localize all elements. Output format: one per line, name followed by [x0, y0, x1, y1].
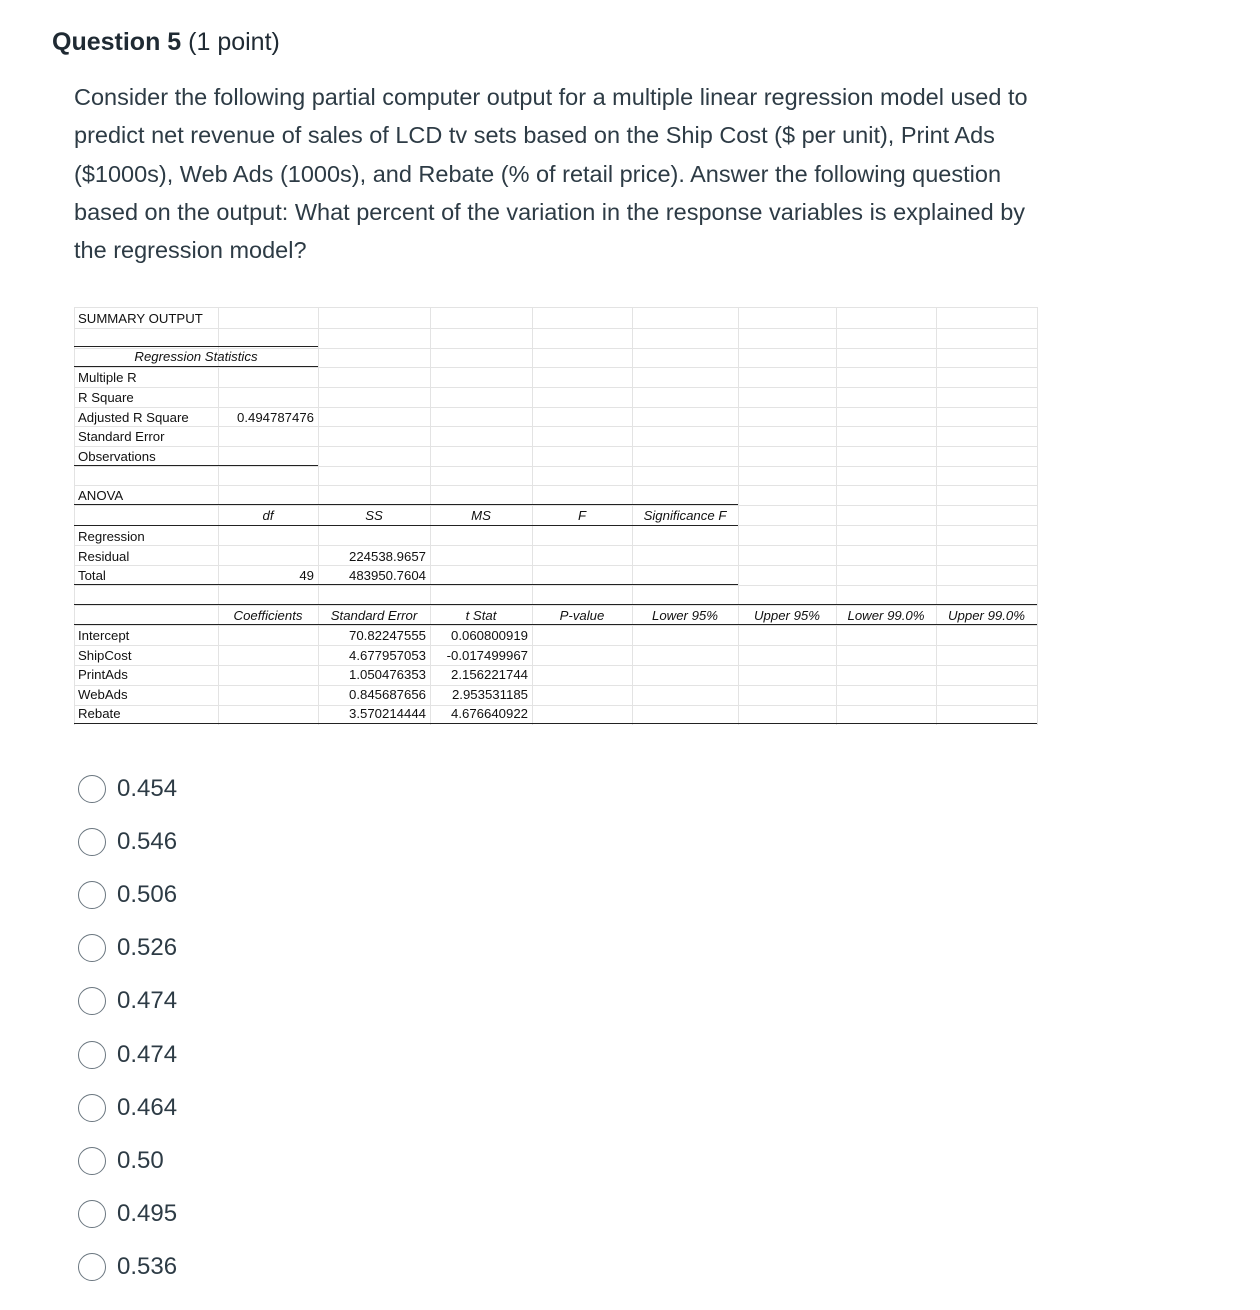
coef-row-name: WebAds — [78, 687, 128, 702]
anova-f-header: F — [577, 508, 587, 523]
answer-option[interactable] — [78, 1199, 177, 1229]
question-points: (1 point) — [188, 28, 280, 56]
coef-row-name: ShipCost — [78, 648, 132, 663]
answer-option[interactable] — [78, 986, 177, 1016]
observations-label: Observations — [78, 449, 156, 464]
upper-99-header: Upper 99.0% — [948, 608, 1025, 623]
lower-95-header: Lower 95% — [652, 608, 718, 623]
regression-statistics-header: Regression Statistics — [134, 349, 258, 364]
answer-option[interactable] — [78, 933, 177, 963]
anova-residual-label: Residual — [78, 549, 130, 564]
question-title: Question 5 — [52, 28, 182, 56]
coef-row-name: Rebate — [78, 706, 121, 721]
answer-option[interactable] — [78, 827, 177, 857]
coef-row-se: 4.677957053 — [348, 648, 426, 663]
answer-option-label: 0.474 — [117, 987, 178, 1014]
radio-button[interactable] — [78, 934, 106, 962]
multiple-r-label: Multiple R — [78, 370, 137, 385]
answer-option[interactable] — [78, 1093, 177, 1123]
radio-button[interactable] — [78, 881, 106, 909]
question-text: Consider the following partial computer output for a multiple linear regression model used to predict net revenue of sales of LCD tv sets based on the Ship Cost ($ per unit), Print Ads ($1000s), Web Ads (1000s), and Rebate (% of retail price). Answer the following question based on the output: What percent of the variation in the response variables is explained by the regression model? — [74, 84, 1028, 264]
upper-95-header: Upper 95% — [754, 608, 820, 623]
coef-row-name: Intercept — [78, 628, 130, 643]
answer-option[interactable] — [78, 1252, 177, 1282]
answer-option-label: 0.526 — [117, 934, 178, 961]
anova-total-ss: 483950.7604 — [348, 568, 426, 583]
standard-error-header: Standard Error — [330, 608, 418, 623]
anova-df-header: df — [262, 508, 274, 523]
radio-button[interactable] — [78, 828, 106, 856]
answer-option-label: 0.454 — [117, 775, 178, 802]
answer-option[interactable] — [78, 774, 177, 804]
adjusted-r-square-value: 0.494787476 — [236, 410, 314, 425]
coef-row-se: 3.570214444 — [348, 706, 426, 721]
coef-row-se: 1.050476353 — [348, 667, 426, 682]
coef-row-t: 4.676640922 — [450, 706, 528, 721]
anova-residual-ss: 224538.9657 — [348, 549, 426, 564]
answer-option[interactable] — [78, 880, 177, 910]
radio-button[interactable] — [78, 987, 106, 1015]
anova-total-df: 49 — [299, 568, 314, 583]
t-stat-header: t Stat — [465, 608, 497, 623]
regression-output-image — [74, 307, 1038, 727]
coef-row-t: 2.156221744 — [450, 667, 528, 682]
r-square-label: R Square — [78, 390, 134, 405]
answer-option-label: 0.474 — [117, 1041, 178, 1068]
anova-total-label: Total — [78, 568, 106, 583]
answer-option-label: 0.536 — [117, 1253, 178, 1280]
anova-ss-header: SS — [365, 508, 383, 523]
coef-row-se: 0.845687656 — [348, 687, 426, 702]
lower-99-header: Lower 99.0% — [847, 608, 925, 623]
standard-error-label: Standard Error — [78, 429, 165, 444]
radio-button[interactable] — [78, 1041, 106, 1069]
anova-ms-header: MS — [471, 508, 491, 523]
answer-option-label: 0.546 — [117, 828, 178, 855]
answer-option-label: 0.50 — [117, 1147, 164, 1174]
anova-title: ANOVA — [78, 488, 124, 503]
coef-row-t: -0.017499967 — [446, 648, 528, 663]
coef-row-se: 70.82247555 — [348, 628, 426, 643]
answer-option[interactable] — [78, 1040, 177, 1070]
answer-option[interactable] — [78, 1146, 164, 1176]
coefficients-header: Coefficients — [233, 608, 303, 623]
adjusted-r-square-label: Adjusted R Square — [78, 410, 189, 425]
radio-button[interactable] — [78, 1253, 106, 1281]
radio-button[interactable] — [78, 1094, 106, 1122]
coef-row-t: 2.953531185 — [451, 687, 528, 702]
coef-row-t: 0.060800919 — [450, 628, 528, 643]
question-header — [52, 28, 280, 57]
summary-output-title: SUMMARY OUTPUT — [78, 311, 203, 326]
radio-button[interactable] — [78, 1200, 106, 1228]
p-value-header: P-value — [559, 608, 605, 623]
answer-option-label: 0.495 — [117, 1200, 178, 1227]
answer-option-label: 0.464 — [117, 1094, 178, 1121]
coef-row-name: PrintAds — [78, 667, 128, 682]
radio-button[interactable] — [78, 775, 106, 803]
answer-option-label: 0.506 — [117, 881, 178, 908]
anova-regression-label: Regression — [78, 529, 145, 544]
anova-significance-f-header: Significance F — [643, 508, 727, 523]
radio-button[interactable] — [78, 1147, 106, 1175]
